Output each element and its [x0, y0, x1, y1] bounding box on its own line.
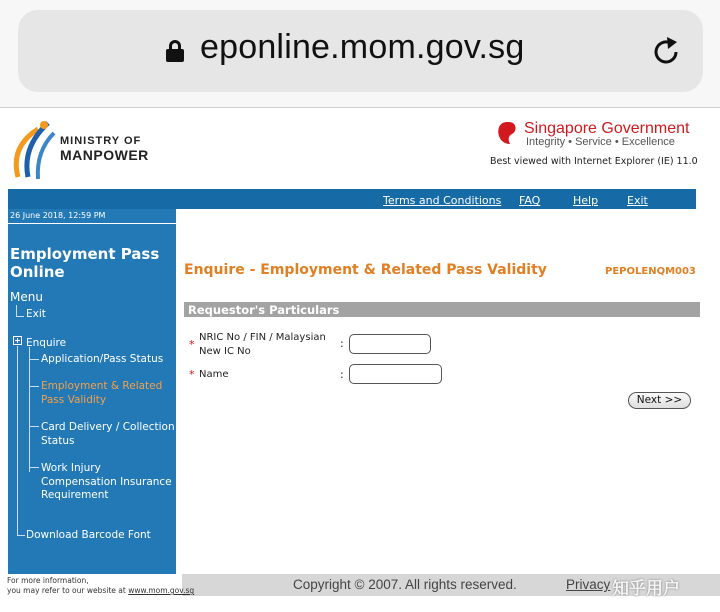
footer-info — [7, 576, 194, 596]
required-marker: * — [189, 368, 195, 381]
browser-toolbar — [0, 0, 720, 108]
privacy-link[interactable]: Privacy — [566, 577, 611, 592]
field-colon: : — [340, 337, 344, 350]
tree-line — [29, 467, 39, 468]
nric-label: NRIC No / FIN / Malaysian New IC No — [199, 332, 326, 357]
nric-input[interactable] — [349, 334, 431, 354]
mom-logo-text — [60, 136, 149, 162]
next-button[interactable]: Next >> — [628, 392, 691, 409]
sidebar-item-enquire[interactable]: Enquire — [26, 337, 67, 349]
footer-info-prefix: you may refer to our website at — [7, 586, 126, 595]
footer-info-line2 — [7, 586, 194, 596]
sidebar-item-download-barcode[interactable]: Download Barcode Font — [26, 529, 151, 541]
help-link[interactable]: Help — [573, 194, 599, 207]
tree-line — [29, 426, 39, 427]
tree-line — [17, 535, 25, 536]
address-bar-url[interactable]: eponline.mom.gov.sg — [200, 28, 525, 66]
sidebar-item-card-delivery[interactable]: Card Delivery / Collection Status — [41, 421, 175, 447]
sg-tagline: Integrity • Service • Excellence — [526, 136, 675, 148]
logo-line-2: MANPOWER — [60, 146, 149, 163]
tree-line — [16, 316, 24, 317]
required-marker: * — [189, 338, 195, 351]
section-title: Requestor's Particulars — [188, 303, 340, 317]
sidebar-item-application-status[interactable]: Application/Pass Status — [41, 353, 164, 365]
expand-icon[interactable] — [13, 336, 22, 345]
mom-website-link[interactable]: www.mom.gov.sg — [128, 586, 195, 595]
sidebar-divider — [8, 223, 176, 224]
field-colon: : — [340, 368, 344, 381]
watermark-text: 知乎用户 — [612, 579, 680, 599]
singapore-government-logo — [496, 120, 706, 152]
sidebar-item-work-injury[interactable]: Work Injury Compensation Insurance Requirement — [41, 462, 172, 501]
tree-line — [17, 346, 18, 536]
page-title: Enquire - Employment & Related Pass Validity — [184, 262, 547, 278]
page-code: PEPOLENQM003 — [605, 266, 696, 277]
lock-icon — [166, 40, 184, 62]
name-label: Name — [199, 369, 229, 380]
exit-link[interactable]: Exit — [627, 194, 648, 207]
lion-head-icon — [496, 120, 518, 146]
sg-title: Singapore Government — [524, 120, 690, 137]
tree-line — [29, 386, 39, 387]
tree-line — [29, 347, 30, 472]
sidebar-title: Employment Pass Online — [10, 245, 160, 281]
sidebar-item-pass-validity[interactable]: Employment & Related Pass Validity — [41, 380, 163, 406]
menu-label: Menu — [10, 290, 43, 304]
sidebar — [8, 209, 176, 574]
session-date: 26 June 2018, 12:59 PM — [10, 211, 106, 220]
copyright-text: Copyright © 2007. All rights reserved. — [293, 577, 517, 592]
browser-note: Best viewed with Internet Explorer (IE) 11.0 — [490, 156, 698, 167]
faq-link[interactable]: FAQ — [519, 194, 541, 207]
sidebar-item-exit[interactable]: Exit — [26, 308, 46, 320]
logo-line-1: MINISTRY OF — [60, 135, 142, 147]
tree-line — [29, 359, 39, 360]
reload-icon[interactable] — [650, 36, 682, 68]
name-input[interactable] — [349, 364, 442, 384]
terms-link[interactable]: Terms and Conditions — [383, 194, 502, 207]
footer-info-line1: For more information, — [7, 576, 89, 585]
